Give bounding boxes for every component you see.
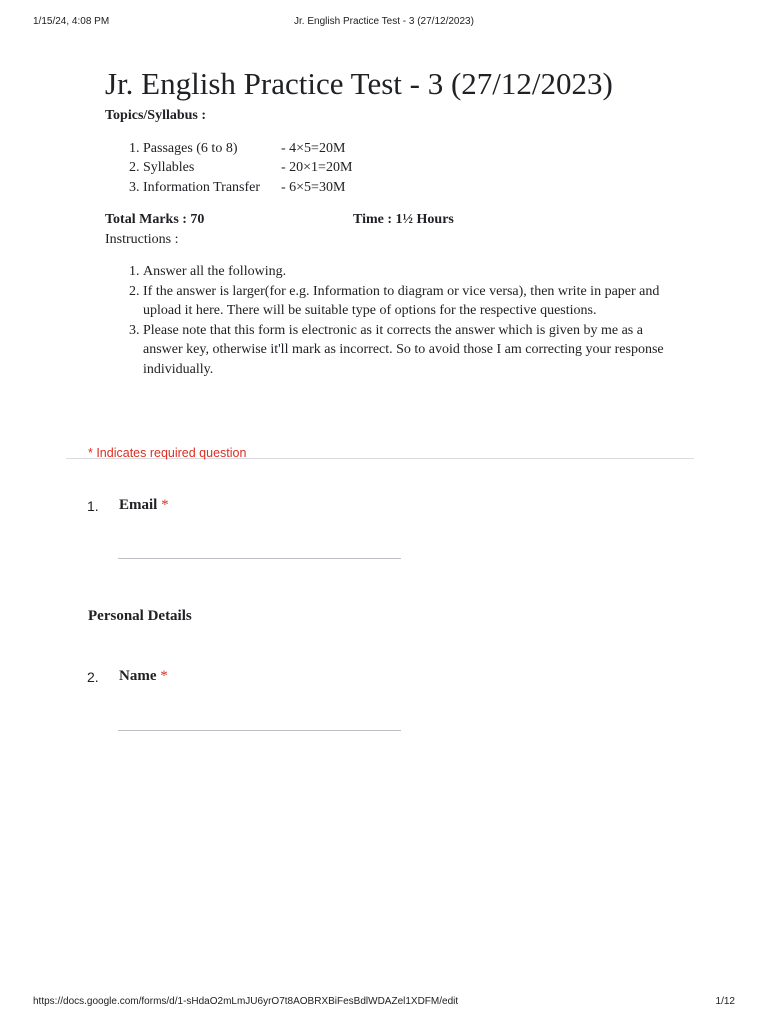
required-asterisk: * bbox=[160, 668, 168, 684]
syllabus-item bbox=[143, 178, 665, 198]
total-marks: Total Marks : 70 bbox=[105, 212, 205, 227]
name-answer-field[interactable] bbox=[118, 730, 401, 731]
syllabus-topic: Passages (6 to 8) bbox=[143, 140, 238, 156]
instruction-item: 1. Answer all the following. bbox=[143, 262, 665, 282]
instruction-item: 3. Please note that this form is electronic as it corrects the answer which is given by me as a answer key, otherwise it'll mark as incorrect. So to avoid those I am correcting your response individually. bbox=[143, 321, 665, 380]
question-number: 2. bbox=[87, 669, 99, 685]
section-title: Personal Details bbox=[88, 608, 192, 624]
syllabus-marks: - 20×1=20M bbox=[281, 160, 353, 175]
instructions-heading: Instructions : bbox=[105, 231, 179, 247]
print-datetime: 1/15/24, 4:08 PM bbox=[33, 16, 110, 27]
test-duration: Time : 1½ Hours bbox=[353, 212, 454, 227]
syllabus-item bbox=[143, 158, 665, 178]
syllabus-topic: Syllables bbox=[143, 160, 195, 175]
syllabus-topic: Information Transfer bbox=[143, 179, 261, 195]
question-number: 1. bbox=[87, 498, 99, 514]
email-answer-field[interactable] bbox=[118, 558, 401, 559]
syllabus-marks: - 4×5=20M bbox=[281, 140, 346, 156]
required-asterisk: * bbox=[161, 497, 169, 513]
form-title: Jr. English Practice Test - 3 (27/12/2023) bbox=[105, 66, 613, 101]
print-page-number: 1/12 bbox=[715, 996, 735, 1007]
syllabus-item bbox=[143, 139, 665, 159]
instructions-list bbox=[105, 262, 665, 379]
syllabus-marks: - 6×5=30M bbox=[281, 179, 346, 195]
required-question-note: * Indicates required question bbox=[88, 446, 247, 460]
question-title-email bbox=[119, 497, 169, 514]
instruction-item: 2. If the answer is larger(for e.g. Information to diagram or vice versa), then write in paper and upload it here. There will be suitable type of options for the respective questions. bbox=[143, 282, 665, 321]
marks-time-row bbox=[105, 210, 665, 230]
print-url: https://docs.google.com/forms/d/1-sHdaO2mLmJU6yrO7t8AOBRXBiFesBdlWDAZel1XDFM/edit bbox=[33, 996, 459, 1007]
syllabus-list bbox=[105, 139, 665, 198]
question-title-name bbox=[119, 668, 168, 685]
question-label: Email bbox=[119, 497, 158, 513]
print-document-title: Jr. English Practice Test - 3 (27/12/2023) bbox=[294, 16, 474, 27]
topics-heading: Topics/Syllabus : bbox=[105, 108, 207, 123]
question-label: Name bbox=[119, 668, 157, 684]
form-description bbox=[105, 106, 665, 379]
